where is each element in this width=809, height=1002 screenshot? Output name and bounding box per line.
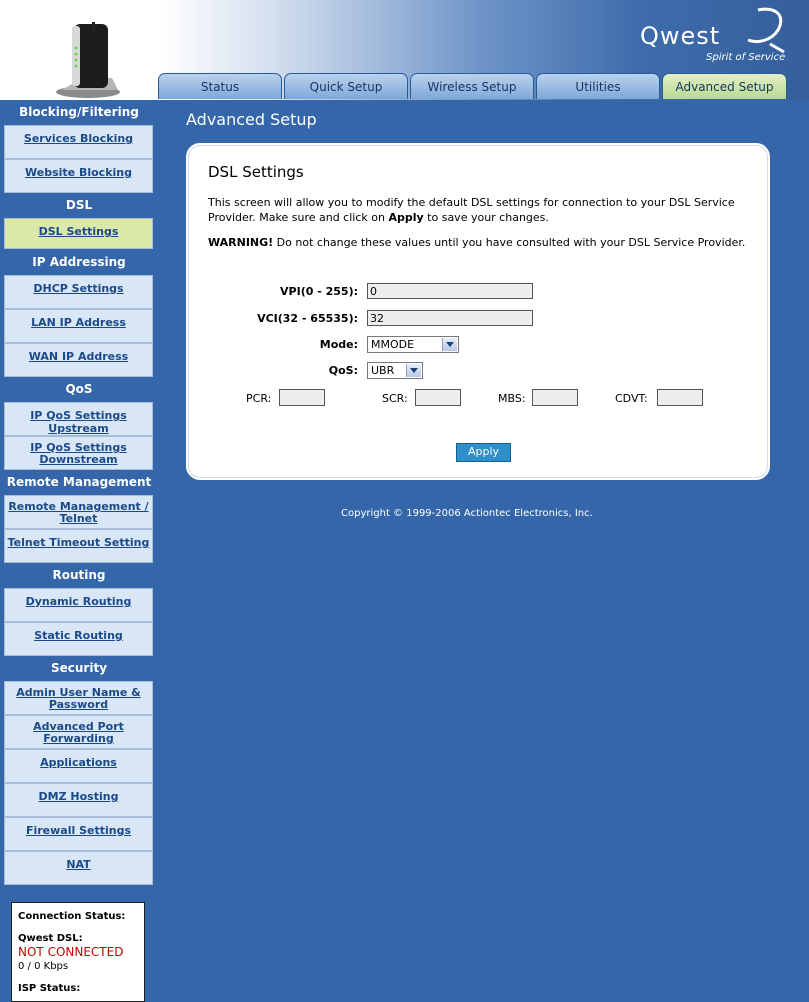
warning-message: Do not change these values until you have consulted with your DSL Service Provider. bbox=[273, 236, 746, 249]
sidebar-section-remote-management: Remote Management bbox=[6, 475, 152, 489]
sidebar-item-firewall-settings[interactable]: Firewall Settings bbox=[4, 817, 153, 851]
mode-select[interactable] bbox=[367, 336, 459, 353]
sidebar-item-dsl-settings[interactable]: DSL Settings bbox=[4, 218, 153, 249]
sidebar-section-dsl: DSL bbox=[65, 198, 93, 212]
panel-title: DSL Settings bbox=[208, 163, 304, 181]
dsl-rate: 0 / 0 Kbps bbox=[18, 961, 69, 972]
pcr-label: PCR: bbox=[246, 392, 272, 405]
qwest-swoosh-icon bbox=[728, 4, 788, 54]
copyright-text: Copyright © 1999-2006 Actiontec Electronics, Inc. bbox=[341, 508, 593, 519]
main-tabs bbox=[158, 73, 798, 100]
router-icon bbox=[52, 18, 122, 100]
sidebar-item-remote-management-telnet[interactable]: Remote Management / Telnet bbox=[4, 495, 153, 529]
sidebar-item-lan-ip-address[interactable]: LAN IP Address bbox=[4, 309, 153, 343]
vpi-input[interactable]: 0 bbox=[367, 283, 533, 299]
qos-select-value: UBR bbox=[371, 364, 395, 377]
apply-button[interactable]: Apply bbox=[456, 443, 511, 462]
cdvt-input[interactable] bbox=[657, 389, 703, 406]
sidebar-item-ip-qos-downstream[interactable]: IP QoS Settings Downstream bbox=[4, 436, 153, 470]
mode-label: Mode: bbox=[319, 338, 358, 351]
sidebar-item-dhcp-settings[interactable]: DHCP Settings bbox=[4, 275, 153, 309]
isp-status-label: ISP Status: bbox=[18, 983, 81, 994]
sidebar-item-services-blocking[interactable]: Services Blocking bbox=[4, 125, 153, 159]
intro-text-end: to save your changes. bbox=[423, 211, 549, 224]
vci-input[interactable]: 32 bbox=[367, 310, 533, 326]
pcr-input[interactable] bbox=[279, 389, 325, 406]
intro-text-start: This screen will allow you to modify the default DSL settings for connection to your DSL Service Provider. Make sure and click on bbox=[208, 196, 735, 224]
product-logo-area bbox=[4, 0, 157, 100]
tab-utilities[interactable]: Utilities bbox=[536, 73, 660, 99]
tab-status[interactable]: Status bbox=[158, 73, 282, 99]
tab-quick-setup[interactable]: Quick Setup bbox=[284, 73, 408, 99]
scr-input[interactable] bbox=[415, 389, 461, 406]
brand-tagline: Spirit of Service bbox=[706, 52, 786, 63]
intro-text bbox=[208, 195, 758, 225]
sidebar-section-routing: Routing bbox=[52, 568, 106, 582]
sidebar-item-admin-user[interactable]: Admin User Name & Password bbox=[4, 681, 153, 715]
sidebar-section-security: Security bbox=[50, 661, 108, 675]
sidebar-item-static-routing[interactable]: Static Routing bbox=[4, 622, 153, 656]
sidebar-section-blocking: Blocking/Filtering bbox=[19, 105, 139, 119]
mbs-label: MBS: bbox=[498, 392, 526, 405]
chevron-down-icon[interactable] bbox=[442, 338, 457, 351]
mode-select-value: MMODE bbox=[371, 338, 415, 351]
dsl-status-label: Qwest DSL: bbox=[18, 933, 83, 944]
connection-status-heading: Connection Status: bbox=[18, 911, 126, 922]
intro-text-apply: Apply bbox=[388, 211, 424, 224]
page-title: Advanced Setup bbox=[186, 110, 317, 129]
sidebar-item-advanced-port-forwarding[interactable]: Advanced Port Forwarding bbox=[4, 715, 153, 749]
vci-label: VCI(32 - 65535): bbox=[257, 312, 358, 325]
sidebar-section-qos: QoS bbox=[65, 382, 93, 396]
qos-select[interactable] bbox=[367, 362, 423, 379]
cdvt-label: CDVT: bbox=[615, 392, 648, 405]
sidebar-item-wan-ip-address[interactable]: WAN IP Address bbox=[4, 343, 153, 377]
warning-label: WARNING! bbox=[208, 236, 274, 249]
mbs-input[interactable] bbox=[532, 389, 578, 406]
scr-label: SCR: bbox=[382, 392, 408, 405]
sidebar-item-dmz-hosting[interactable]: DMZ Hosting bbox=[4, 783, 153, 817]
sidebar-section-ip-addressing: IP Addressing bbox=[32, 255, 126, 269]
warning-text bbox=[208, 235, 758, 251]
chevron-down-icon[interactable] bbox=[406, 364, 421, 377]
connection-status-box bbox=[11, 902, 145, 1002]
sidebar-item-website-blocking[interactable]: Website Blocking bbox=[4, 159, 153, 193]
sidebar-item-dynamic-routing[interactable]: Dynamic Routing bbox=[4, 588, 153, 622]
sidebar-item-applications[interactable]: Applications bbox=[4, 749, 153, 783]
sidebar-item-nat[interactable]: NAT bbox=[4, 851, 153, 885]
sidebar-item-ip-qos-upstream[interactable]: IP QoS Settings Upstream bbox=[4, 402, 153, 436]
tab-advanced-setup[interactable]: Advanced Setup bbox=[662, 73, 787, 99]
vpi-label: VPI(0 - 255): bbox=[280, 285, 358, 298]
qos-label: QoS: bbox=[328, 364, 358, 377]
brand-logo: Qwest bbox=[640, 22, 721, 50]
dsl-status-value: NOT CONNECTED bbox=[18, 945, 124, 959]
tab-wireless-setup[interactable]: Wireless Setup bbox=[410, 73, 534, 99]
sidebar-item-telnet-timeout[interactable]: Telnet Timeout Setting bbox=[4, 529, 153, 563]
